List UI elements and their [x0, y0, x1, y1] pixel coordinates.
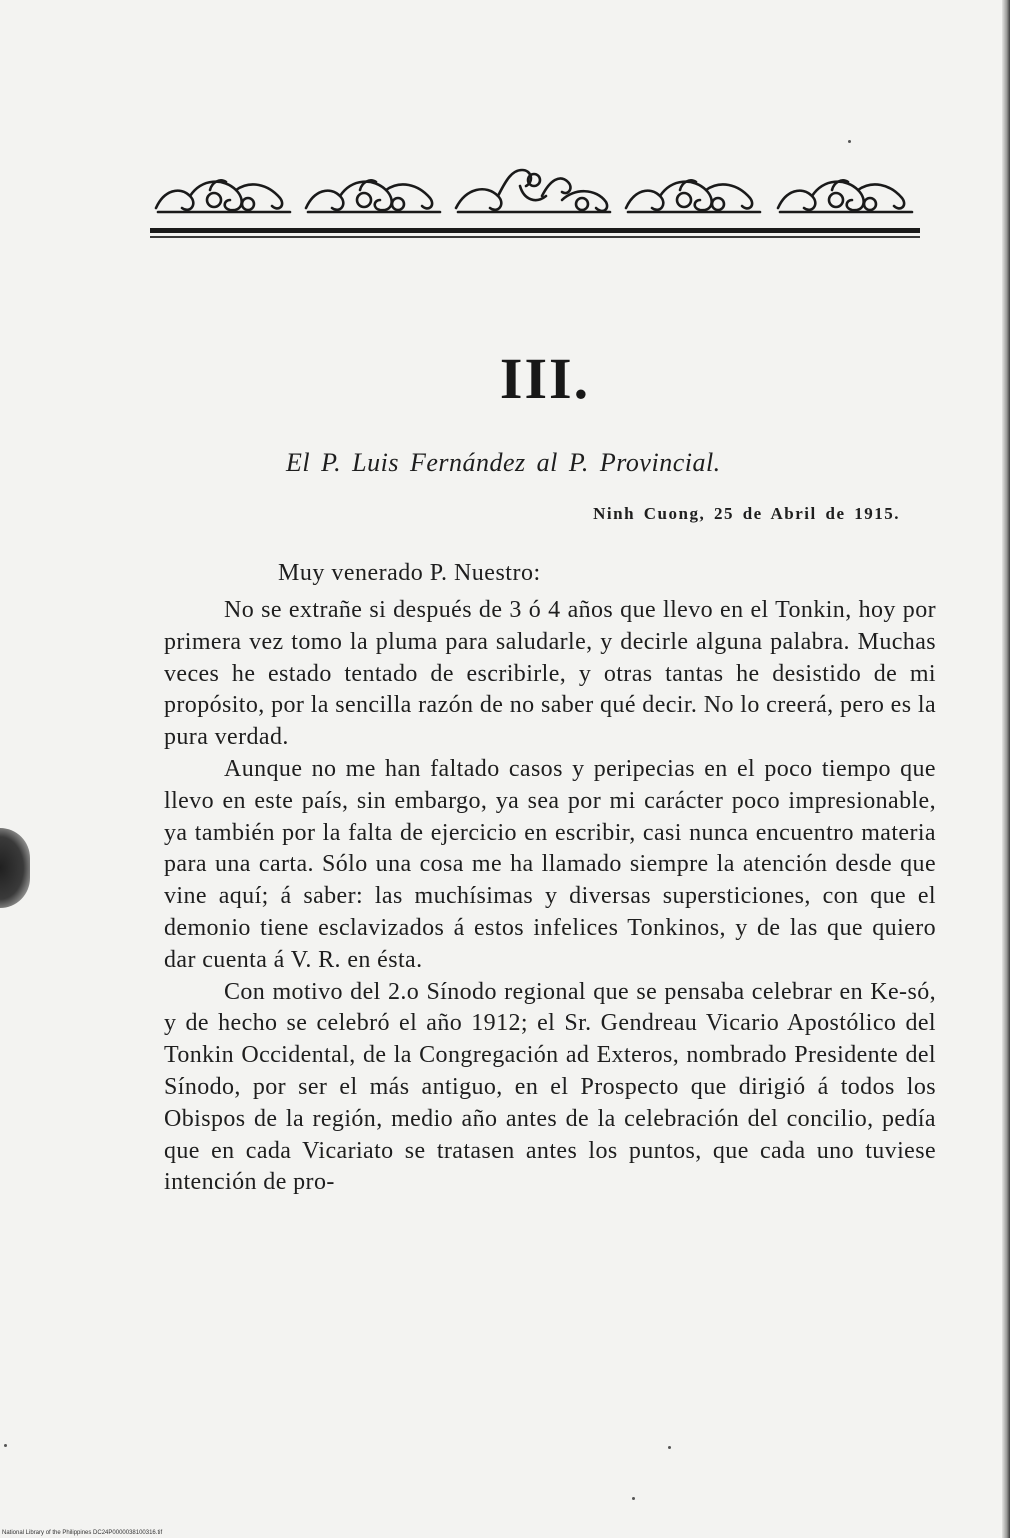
- page-edge-shadow: [1002, 0, 1010, 1538]
- paragraph-3: Con motivo del 2.o Sínodo regional que se pensaba celebrar en Ke-só, y de hecho se celebró el año 1912; el Sr. Gendreau Vicario Apostólico del Tonkin Occidental, de la Congregación ad Exteros, nombrado Presidente del Sínodo, por ser el más antiguo, en el Prospecto que dirigió á todos los Obispos de la región, medio año antes de la celebración del concilio, pedía que en cada Vicariato se tratasen antes los puntos, que cada uno tuviese intención de pro-: [164, 978, 936, 1196]
- scan-speck: [668, 1446, 671, 1449]
- scan-speck: [848, 140, 851, 143]
- paragraph-1: No se extrañe si después de 3 ó 4 años que llevo en el Tonkin, hoy por primera vez tomo la pluma para saludarle, y decirle alguna palabra. Muchas veces he estado tentado de escribirle, y otras tantas he desistido de mi propósito, por la sencilla razón de no saber qué decir. No lo creerá, pero es la pura verdad.: [164, 597, 936, 751]
- letter-dateline: Ninh Cuong, 25 de Abril de 1915.: [593, 504, 900, 523]
- chapter-number: III.: [499, 346, 591, 411]
- ornament-motif-center: [456, 170, 610, 212]
- ornament-motif-2: [306, 180, 440, 212]
- ornament-motif-5: [778, 180, 912, 212]
- ornament-rule-thin: [150, 236, 920, 238]
- scan-footer-note: National Library of the Philippines DC24P0000038100316.tif: [2, 1530, 163, 1536]
- ornament-rule-thick: [150, 228, 920, 233]
- scan-speck: [632, 1497, 635, 1500]
- letter-heading: El P. Luis Fernández al P. Provincial.: [286, 448, 721, 477]
- ornament-motif-1: [156, 180, 290, 212]
- decorative-ornament-header: [150, 160, 920, 245]
- scanner-thumb-shadow: [0, 828, 30, 908]
- scan-speck: [4, 1444, 7, 1447]
- letter-salutation: Muy venerado P. Nuestro:: [278, 560, 541, 586]
- letter-body: [164, 595, 936, 1199]
- ornament-motif-4: [626, 180, 760, 212]
- paragraph-2: Aunque no me han faltado casos y peripecias en el poco tiempo que llevo en este país, sin embargo, ya sea por mi carácter poco impresionable, ya también por la falta de ejercicio en escribir, casi nunca encuentro materia para una carta. Sólo una cosa me ha llamado siempre la atención desde que vine aquí; á saber: las muchísimas y diversas supersticiones, con que el demonio tiene esclavizados á estos infelices Tonkinos, y de las que quiero dar cuenta á V. R. en ésta.: [164, 755, 936, 973]
